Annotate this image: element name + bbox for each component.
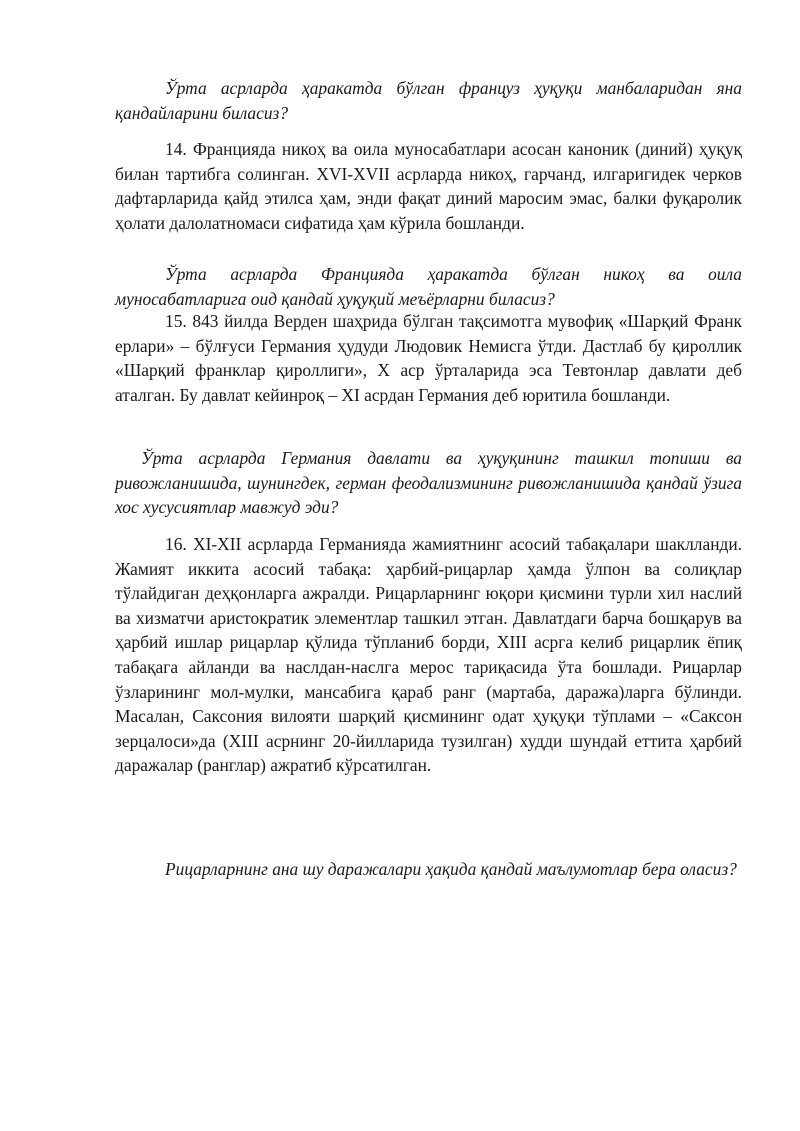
question-marriage-family-norms: Ўрта асрларда Францияда ҳаракатда бўлган никоҳ ва оила муносабатларига оид қандай ҳуқуқий меъёрларни биласиз? (115, 264, 742, 309)
question-french-law-sources: Ўрта асрларда ҳаракатда бўлган француз ҳуқуқи манбаларидан яна қандайларини биласиз? (115, 78, 742, 123)
paragraph-16-knights-estates: 16. XI-XII асрларда Германияда жамиятнинг асосий табақалари шаклланди. Жамият иккита асосий табақа: ҳарбий-рицарлар ҳамда ўлпон ва солиқлар тўлайдиган деҳқонларга ажралди. Рицарларнинг юқори қисмини турли хил наслий ва хизматчи аристократик элементлар ташкил этган. Давлатдаги барча бошқарув ва ҳарбий ишлар рицарлар қўлида тўпланиб борди, XIII асрга келиб рицарлик ёпиқ табақага айланди ва наслдан-наслга мерос тариқасида ўта бошлади. Рицарлар ўзларининг мол-мулки, мансабига қараб ранг (мартаба, даража)ларга бўлинди. Масалан, Саксония вилояти шарқий қисмининг одат ҳуқуқи тўплами – «Саксон зерцалоси»да (XIII асрнинг 20-йилларида тузилган) худди шундай еттита ҳарбий даражалар (ранглар) ажратиб кўрсатилган. (115, 534, 742, 776)
question-knight-ranks: Рицарларнинг ана шу даражалари ҳақида қандай маълумотлар бера оласиз? (165, 859, 737, 879)
paragraph-15-germany-origin: 15. 843 йилда Верден шаҳрида бўлган тақсимотга мувофиқ «Шарқий Франк ерлари» – бўлғуси Германия ҳудуди Людовик Немисга ўтди. Дастлаб бу қироллик «Шарқий франклар қироллиги», X аср ўрталарида эса Тевтонлар давлати деб аталган. Бу давлат кейинроқ – XI асрдан Германия деб юритила бошланди. (115, 311, 742, 405)
paragraph-14-marriage-france: 14. Францияда никоҳ ва оила муносабатлари асосан каноник (диний) ҳуқуқ билан тартибга солинган. XVI-XVII асрларда никоҳ, гарчанд, илгаригидек черков дафтарларида қайд этилса ҳам, энди фақат диний маросим эмас, балки фуқаролик ҳолати далолатномаси сифатида ҳам кўрила бошланди. (115, 139, 742, 233)
question-germany-state-law-development: Ўрта асрларда Германия давлати ва ҳуқуқининг ташкил топиши ва ривожланишида, шунингдек, герман феодализмининг ривожланишида қандай ўзига хос хусусиятлар мавжуд эди? (115, 448, 742, 518)
